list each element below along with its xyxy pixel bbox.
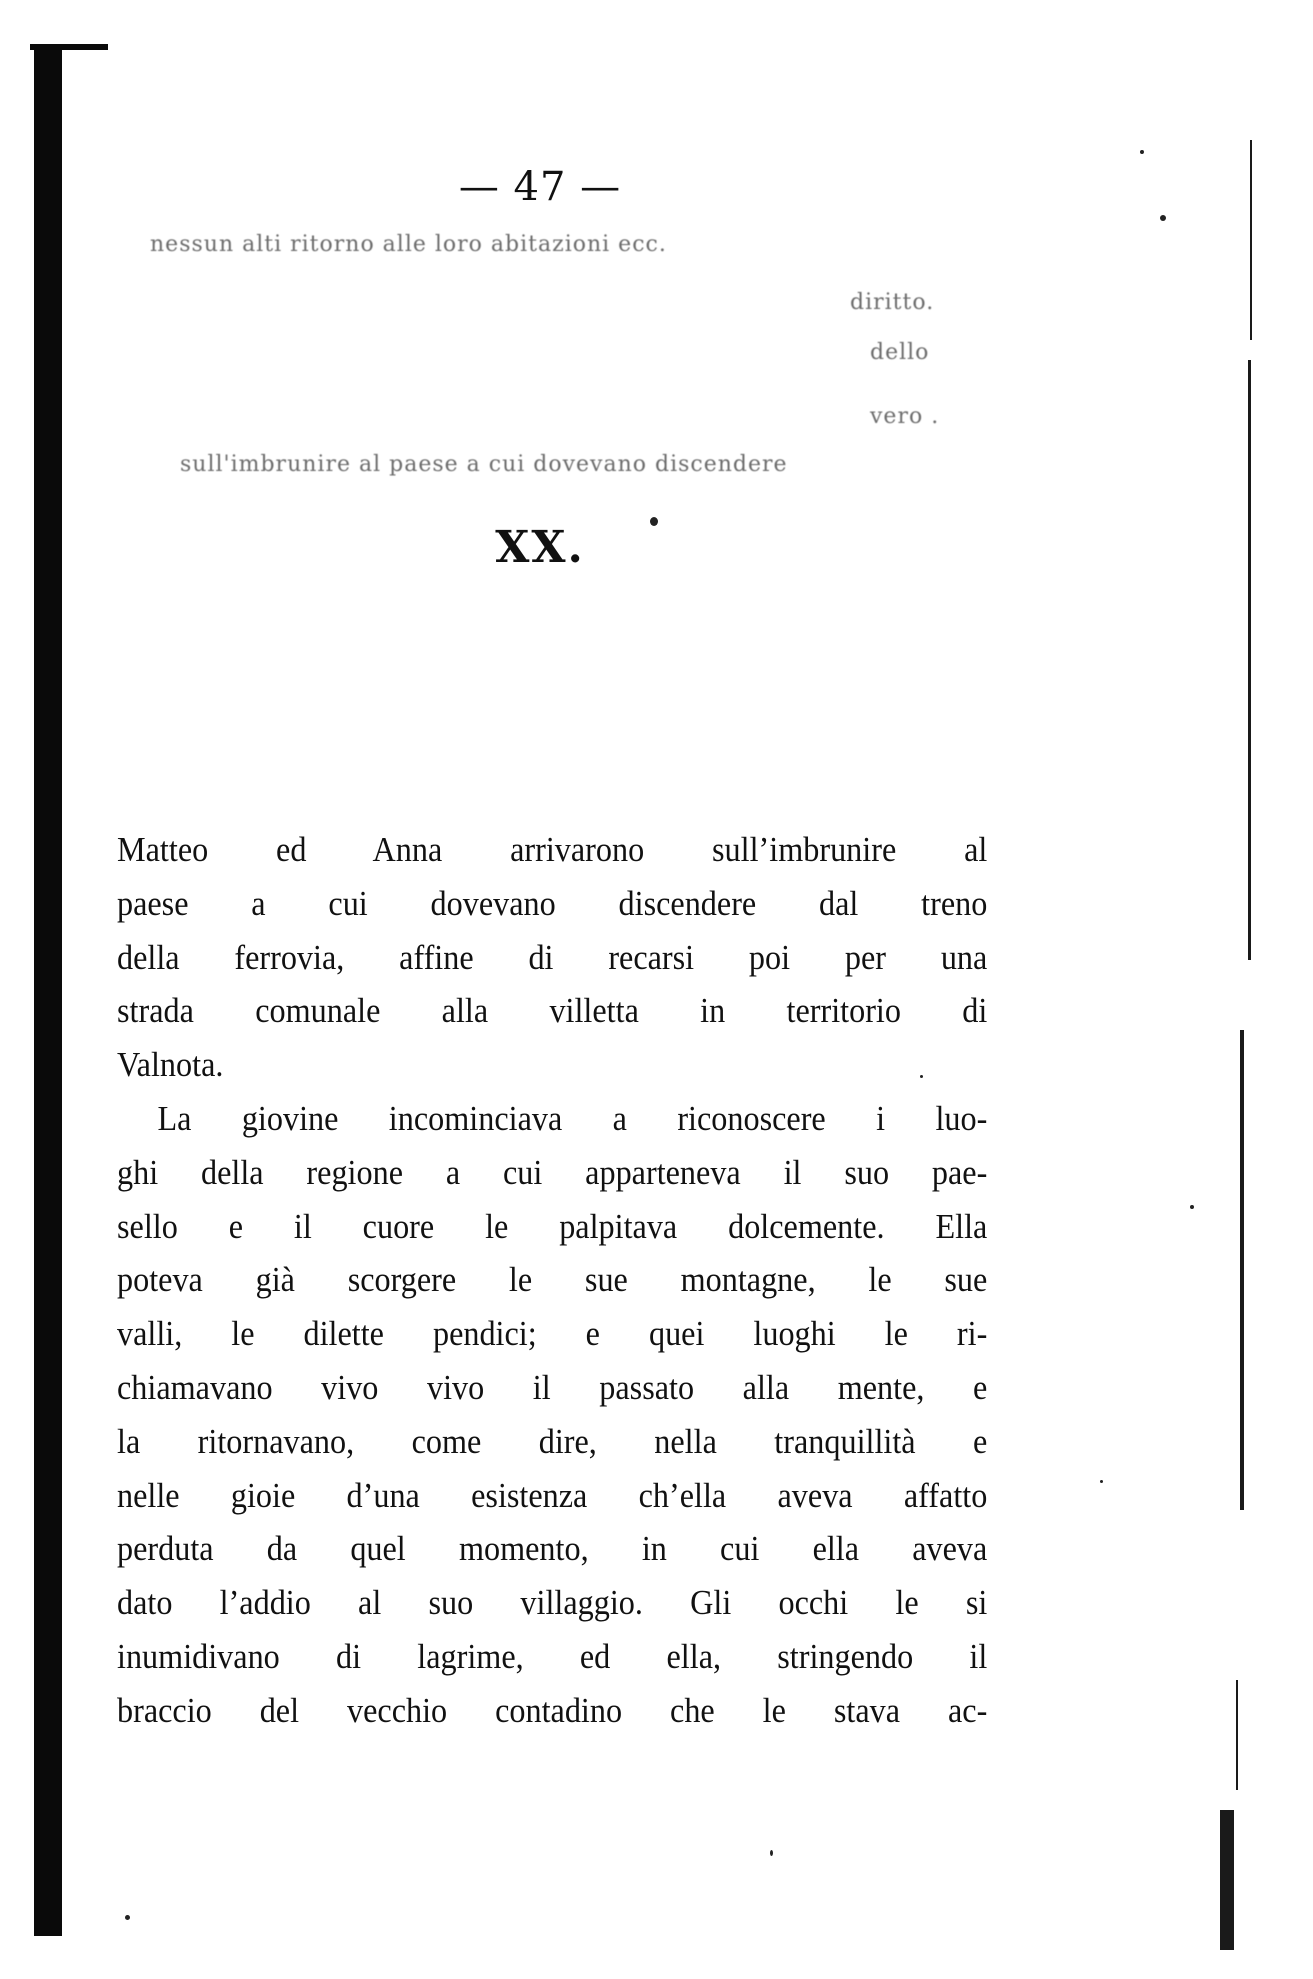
body-text — [117, 823, 988, 1738]
scan-speck — [1190, 1205, 1194, 1209]
text-line: dato l’addio al suo villaggio. Gli occhi le si — [117, 1583, 988, 1623]
scan-speck — [650, 517, 658, 526]
text-line: poteva già scorgere le sue montagne, le sue — [117, 1260, 988, 1300]
text-line: della ferrovia, affine di recarsi poi per una — [117, 937, 988, 977]
text-line: Matteo ed Anna arrivarono sull’imbrunire al — [117, 830, 988, 869]
bleed-through-line: sull'imbrunire al paese a cui dovevano discendere — [180, 452, 788, 477]
page-edge-artifact — [1250, 140, 1252, 340]
binding-edge-shadow — [34, 44, 62, 1936]
page-edge-artifact — [1236, 1680, 1238, 1790]
page-edge-artifact — [1240, 1030, 1244, 1510]
text-line: sello e il cuore le palpitava dolcemente. Ella — [117, 1206, 988, 1246]
text-line: valli, le dilette pendici; e quei luoghi le ri- — [117, 1314, 988, 1354]
text-line: ghi della regione a cui apparteneva il suo pae- — [117, 1152, 988, 1192]
chapter-heading: XX. — [495, 522, 585, 573]
paragraph — [117, 1092, 988, 1738]
scan-speck — [1100, 1480, 1103, 1483]
paragraph — [117, 823, 988, 1092]
text-line: inumidivano di lagrime, ed ella, stringendo il — [117, 1636, 988, 1676]
page-edge-artifact — [1248, 360, 1251, 960]
text-line: perduta da quel momento, in cui ella aveva — [117, 1529, 988, 1569]
text-line: La giovine incominciava a riconoscere i luo- — [157, 1098, 988, 1138]
text-line: chiamavano vivo vivo il passato alla mente, e — [117, 1367, 988, 1407]
text-line: strada comunale alla villetta in territorio di — [117, 991, 988, 1031]
scan-speck — [1140, 150, 1144, 154]
text-line: la ritornavano, come dire, nella tranquillità e — [117, 1421, 988, 1461]
text-line: braccio del vecchio contadino che le stava ac- — [117, 1690, 988, 1730]
text-line: paese a cui dovevano discendere dal treno — [117, 883, 988, 923]
page-edge-artifact — [1220, 1810, 1234, 1950]
bleed-through-line: dello — [870, 340, 930, 365]
bleed-through-line: diritto. — [850, 290, 935, 315]
bleed-through-line: nessun alti ritorno alle loro abitazioni ecc. — [150, 232, 667, 257]
scan-speck — [770, 1850, 773, 1856]
text-line: nelle gioie d’una esistenza ch’ella aveva affatto — [117, 1475, 988, 1515]
scan-speck — [1160, 215, 1166, 221]
bleed-through-line: vero . — [870, 404, 940, 429]
scan-speck — [125, 1915, 130, 1920]
text-line: Valnota. — [117, 1045, 224, 1085]
page-number: — 47 — — [458, 164, 622, 210]
